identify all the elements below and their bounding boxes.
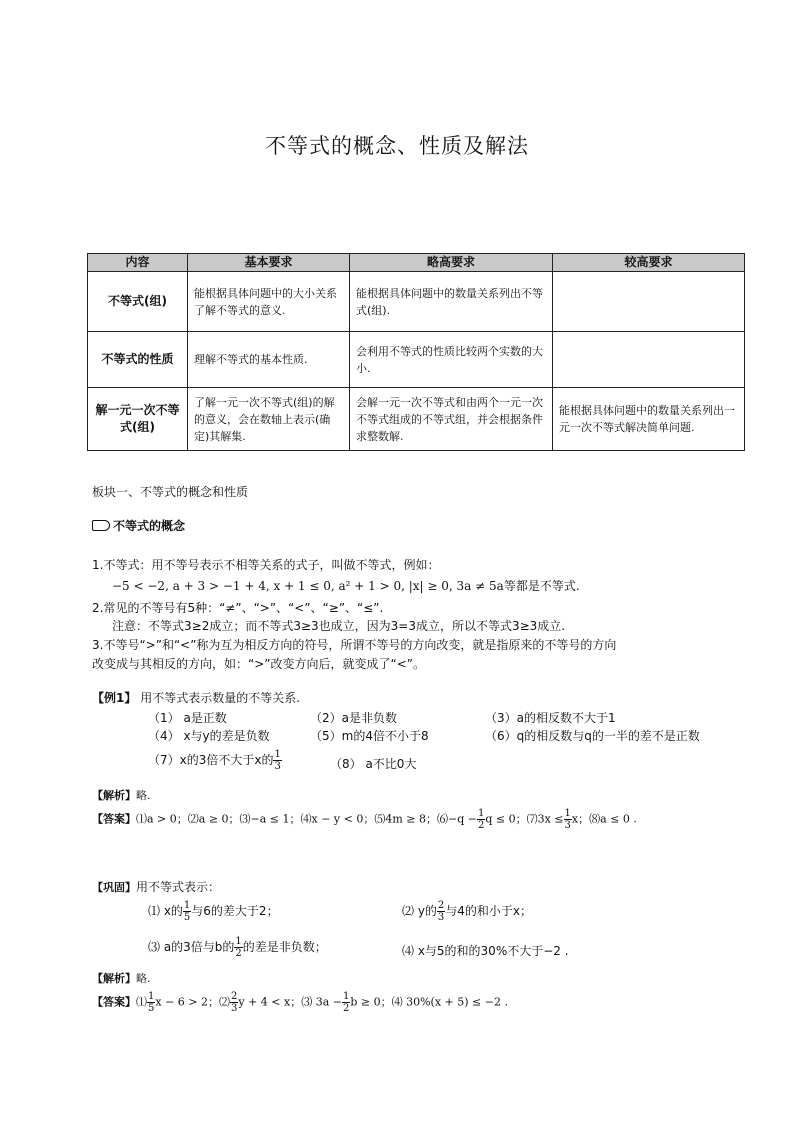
example-item-text: （7）x的3倍不大于x的 (148, 753, 274, 767)
answer-label: 【答案】 (92, 995, 136, 1009)
analysis-line (92, 787, 151, 803)
item-text: ⑵ y的 (402, 904, 437, 918)
fraction: $\frac{1}{2}$ (235, 936, 242, 959)
answer-text: q ≤ 0；⑺3x ≤ (485, 812, 564, 826)
row-highest: 能根据具体问题中的数量关系列出一元一次不等式解决简单问题. (553, 388, 745, 451)
answer-text: x − 6 > 2；⑵ (155, 995, 230, 1009)
row-higher: 会利用不等式的性质比较两个实数的大小. (350, 332, 553, 388)
paragraph-3-line2: 改变成与其相反的方向，如：“>”改变方向后，就变成了“<”。 (92, 657, 425, 671)
practice-item-4: ⑷ x与5的和的30%不大于−2 . (402, 944, 569, 958)
answer-text: y + 4 < x；⑶ 3a − (238, 995, 342, 1009)
example-item: （1） a是正数 (148, 711, 227, 725)
requirements-table (87, 253, 745, 451)
answer-line (92, 991, 508, 1014)
answer-text: ⑴a > 0；⑵a ≥ 0；⑶−a ≤ 1；⑷x − y < 0；⑸4m ≥ 8；⑹−q − (136, 812, 477, 826)
header-higher: 略高要求 (350, 254, 553, 272)
item-text: ⑶ a的3倍与b的 (148, 940, 235, 954)
row-basic: 理解不等式的基本性质. (188, 332, 350, 388)
paragraph-1-examples (112, 577, 580, 594)
row-highest (553, 332, 745, 388)
header-content: 内容 (88, 254, 188, 272)
fraction: $\frac{1}{2}$ (477, 808, 485, 831)
section-heading: 板块一、不等式的概念和性质 (92, 485, 249, 499)
examples-formula: −5 < −2, a + 3 > −1 + 4, x + 1 ≤ 0, a² + 1 > 0, |x| ≥ 0, 3a ≠ 5a (112, 579, 504, 593)
fraction: $\frac{1}{5}$ (148, 991, 155, 1014)
pointing-hand-icon (92, 520, 110, 531)
analysis-label: 【解析】 (92, 972, 136, 985)
analysis-label: 【解析】 (92, 789, 136, 802)
example-item: （4） x与y的差是负数 (148, 729, 270, 743)
row-topic: 解一元一次不等式(组) (88, 388, 188, 451)
answer-label: 【答案】 (92, 812, 136, 826)
analysis-line (92, 970, 151, 986)
example-1-heading (92, 689, 300, 706)
row-basic: 能根据具体问题中的大小关系了解不等式的意义. (188, 272, 350, 332)
practice-item-2 (402, 900, 532, 923)
table-row (88, 332, 745, 388)
example-item: （8） a不比0大 (330, 757, 417, 771)
example-label: 【例1】 (92, 691, 137, 705)
paragraph-2: 2.常见的不等号有5种：“≠”、“>”、“<”、“≥”、“≤”. (92, 601, 384, 615)
example-item: （5）m的4倍不小于8 (310, 729, 429, 743)
row-basic: 了解一元一次不等式(组)的解的意义，会在数轴上表示(确定)其解集. (188, 388, 350, 451)
analysis-text: 略. (136, 972, 151, 985)
fraction: $\frac{1}{3}$ (274, 749, 281, 772)
practice-heading (92, 878, 220, 895)
practice-item-3 (148, 936, 327, 959)
row-higher: 会解一元一次不等式和由两个一元一次不等式组成的不等式组，并会根据条件求整数解. (350, 388, 553, 451)
examples-tail: 等都是不等式. (503, 579, 580, 593)
item-text: ⑴ x的 (148, 904, 183, 918)
subheading (92, 517, 185, 534)
fraction: $\frac{2}{3}$ (231, 991, 238, 1014)
fraction: $\frac{1}{3}$ (564, 808, 571, 831)
answer-text: x；⑻a ≤ 0 . (571, 812, 637, 826)
practice-prompt: 用不等式表示： (136, 880, 221, 894)
example-prompt: 用不等式表示数量的不等关系. (140, 691, 301, 705)
header-basic: 基本要求 (188, 254, 350, 272)
fraction: $\frac{2}{3}$ (437, 900, 445, 923)
paragraph-3-line1: 3.不等号“>”和“<”称为互为相反方向的符号，所谓不等号的方向改变，就是指原来的不等号的方向 (92, 638, 617, 652)
item-text: 的差是非负数； (242, 940, 327, 954)
row-higher: 能根据具体问题中的数量关系列出不等式(组). (350, 272, 553, 332)
row-highest (553, 272, 745, 332)
answer-text: ⑴ (136, 995, 147, 1009)
example-item: （3）a的相反数不大于1 (485, 711, 616, 725)
answer-text: b ≥ 0；⑷ 30%(x + 5) ≤ −2 . (350, 995, 508, 1009)
example-item-7 (148, 749, 282, 772)
analysis-text: 略. (136, 789, 151, 802)
answer-line (92, 808, 637, 831)
table-row (88, 388, 745, 451)
paragraph-1-intro: 1.不等式：用不等号表示不相等关系的式子，叫做不等式，例如： (92, 558, 440, 572)
row-topic: 不等式的性质 (88, 332, 188, 388)
practice-item-1 (148, 900, 279, 923)
subheading-text: 不等式的概念 (113, 519, 186, 533)
page-title: 不等式的概念、性质及解法 (265, 134, 529, 158)
fraction: $\frac{1}{5}$ (183, 900, 191, 923)
example-item: （6）q的相反数与q的一半的差不是正数 (485, 729, 700, 743)
row-topic: 不等式(组) (88, 272, 188, 332)
item-text: 与4的和小于x； (445, 904, 533, 918)
practice-label: 【巩固】 (92, 881, 136, 894)
item-text: 与6的差大于2； (191, 904, 279, 918)
header-highest: 较高要求 (553, 254, 745, 272)
paragraph-2-note: 注意：不等式3≥2成立；而不等式3≥3也成立，因为3=3成立，所以不等式3≥3成立. (112, 619, 566, 633)
example-item: （2）a是非负数 (310, 711, 397, 725)
table-row (88, 272, 745, 332)
fraction: $\frac{1}{2}$ (342, 991, 350, 1014)
